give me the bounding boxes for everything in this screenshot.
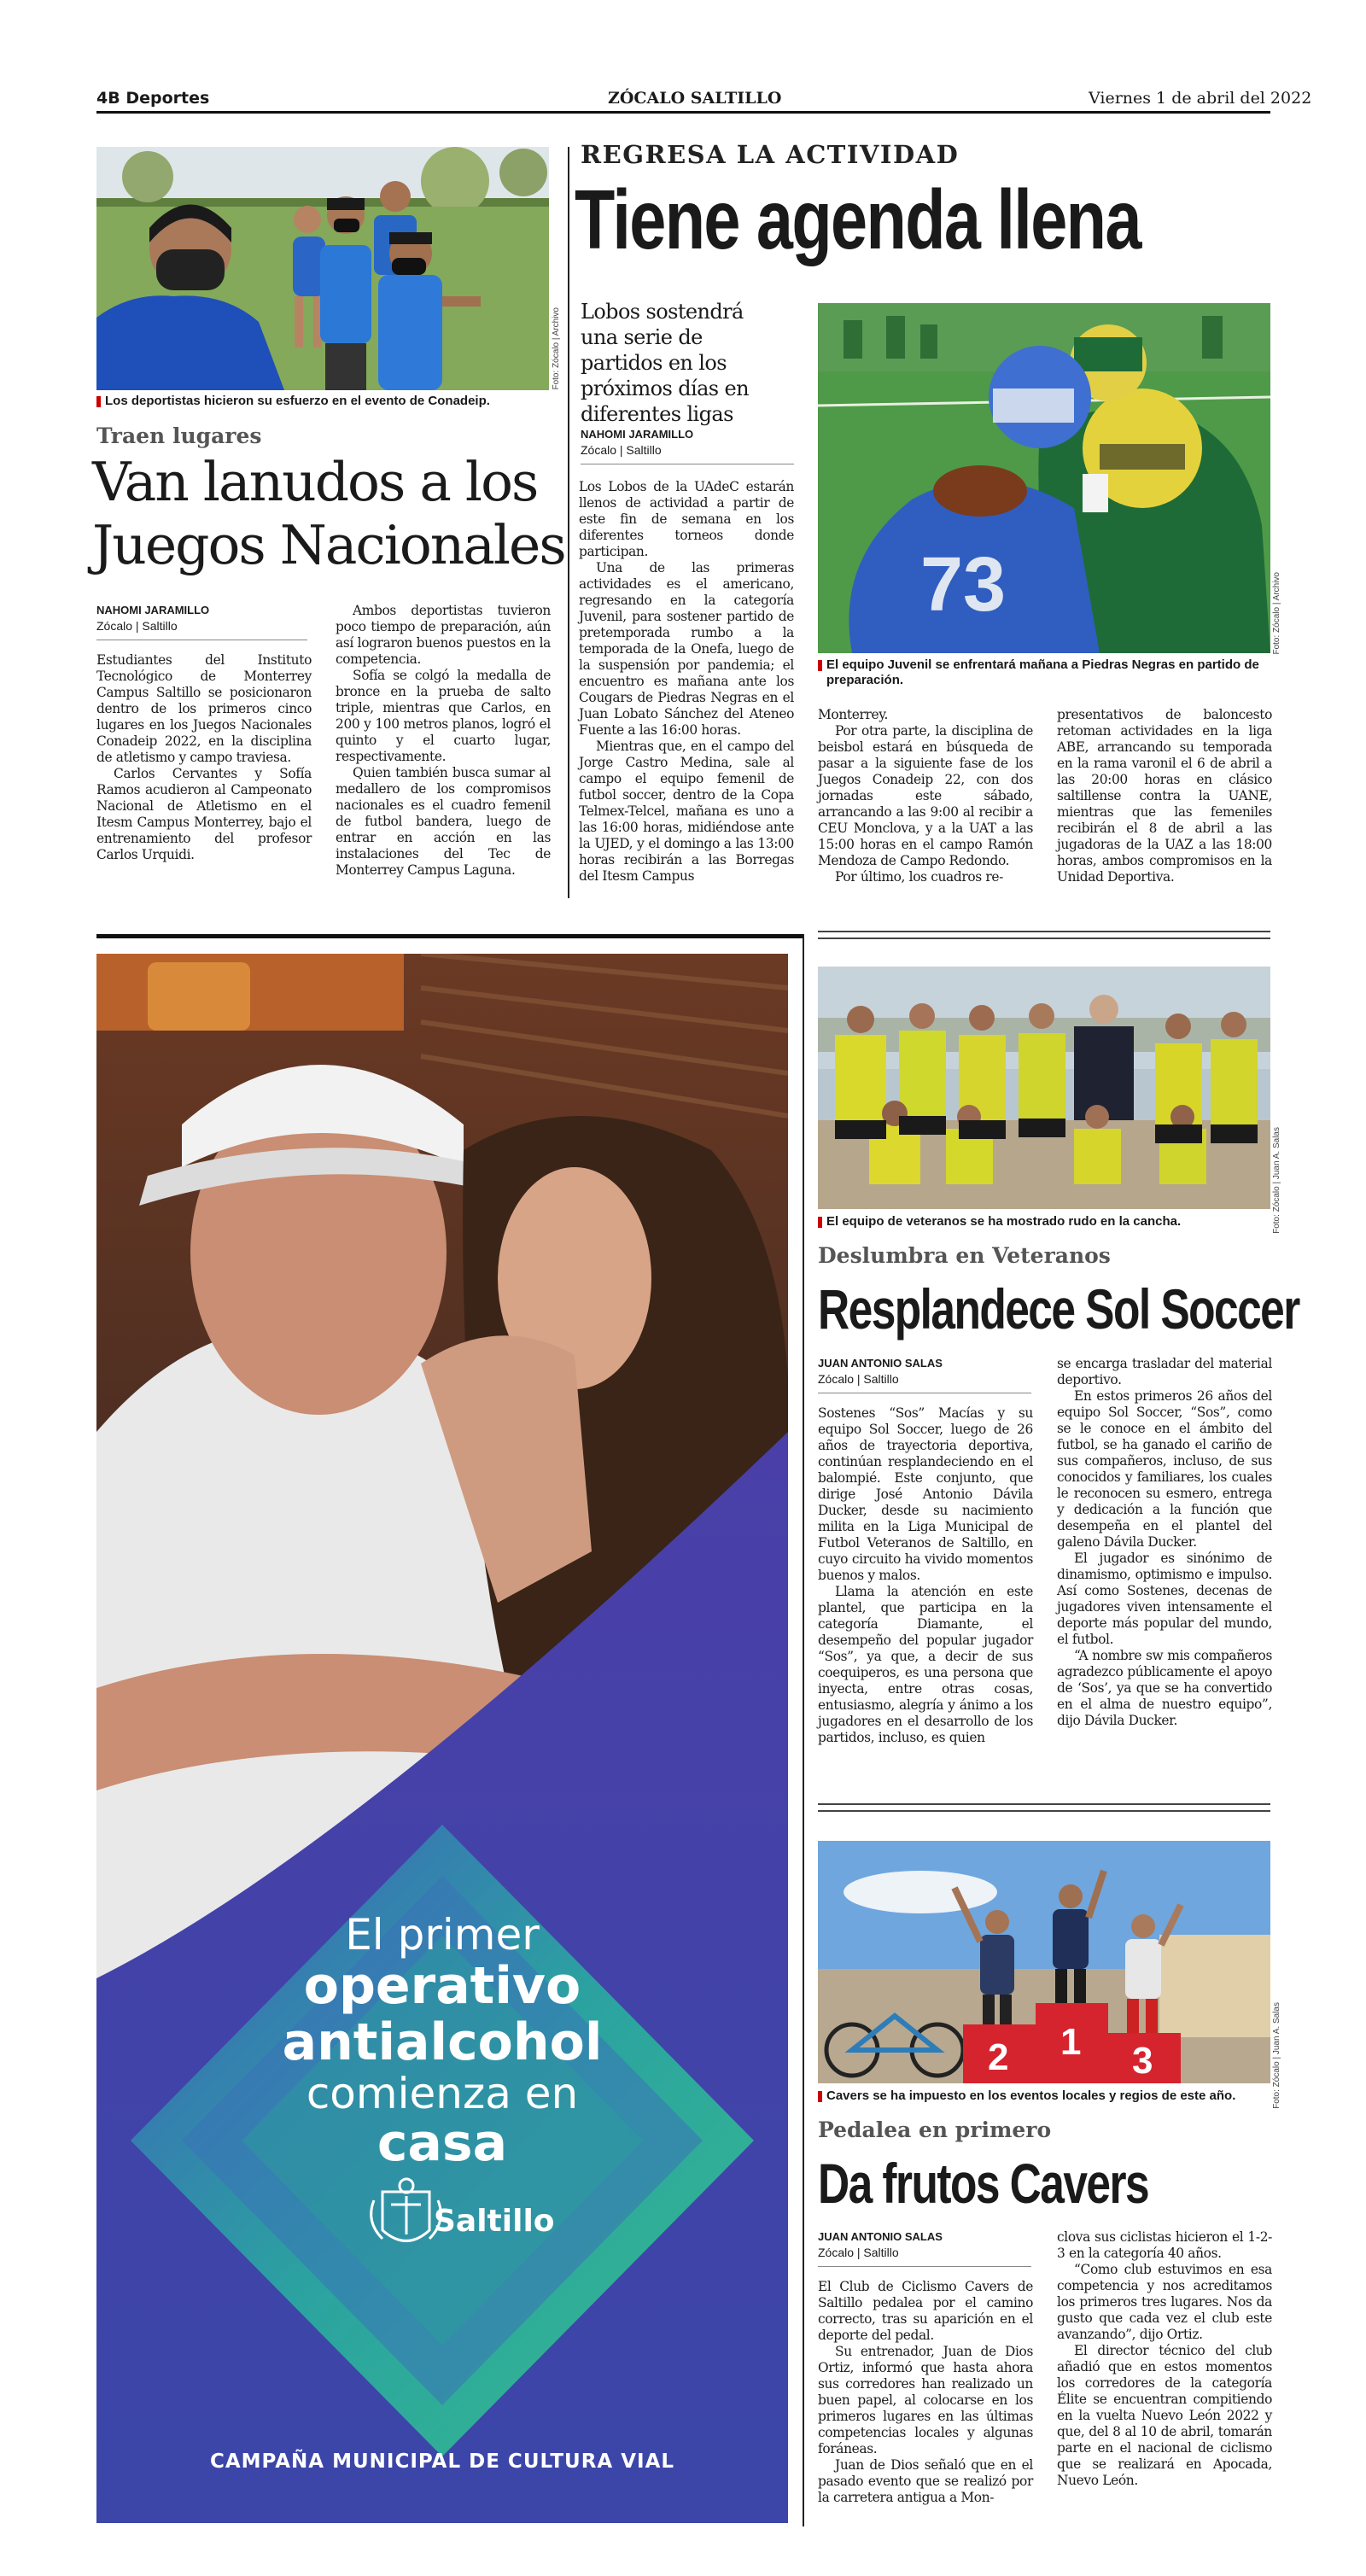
photo-caption: Los deportistas hicieron su esfuerzo en el evento de Conadeip. xyxy=(96,394,557,409)
page-section-label: 4B Deportes xyxy=(96,89,210,108)
article-paragraph: Una de las primeras actividades es el americano, regresando en la categoría Juvenil, para sostener partido de pretemporada rumbo a la temporada de la Onefa, luego de la suspensión por pandemia; el encuentro es mañana ante los Cougars de Piedras Negras en el Juan Lobato Sánchez del Ateneo Fuente a las 16:00 horas. xyxy=(579,560,794,738)
column-divider xyxy=(568,147,569,898)
author-name: NAHOMI JARAMILLO xyxy=(581,428,694,441)
article-paragraph: presentativos de baloncesto retoman actividades en la liga ABE, arrancando su temporada en la rama varonil el 6 de abril a las 20:00 horas en clásico saltillense contra la UANE, mientras que las femeniles recibirán el 8 de abril a las jugadoras de la UAZ a las 18:00 horas, ambos compromisos en la Unidad Deportiva. xyxy=(1057,707,1272,885)
story-byline xyxy=(818,1356,943,1387)
top-rule xyxy=(96,111,1270,114)
author-outlet: Zócalo | Saltillo xyxy=(96,619,178,633)
column-divider xyxy=(803,934,804,2526)
article-column-2 xyxy=(818,707,1033,885)
author-outlet: Zócalo | Saltillo xyxy=(818,2246,899,2259)
author-name: NAHOMI JARAMILLO xyxy=(96,604,210,616)
article-paragraph: Sostenes “Sos” Macías y su equipo Sol Soccer, luego de 26 años de trayectoria deportiva, continúan resplandeciendo en el balompié. Este conjunto, que dirige José Antonio Dávila Ducker, desde su nacimiento milita en la Liga Municipal de Futbol Veteranos de Saltillo, en cuyo circuito ha vivido momentos buenos y malos. xyxy=(818,1405,1033,1583)
football-photo xyxy=(818,303,1270,653)
section-rule xyxy=(818,938,1270,939)
article-column-1 xyxy=(818,1405,1033,1746)
ad-brand: Saltillo xyxy=(434,2204,555,2239)
headline-line-2: Juegos Nacionales xyxy=(92,514,565,576)
article-column-1 xyxy=(579,479,794,885)
article-paragraph: Estudiantes del Instituto Tecnológico de Monterrey Campus Saltillo se posicionaron dentro de los primeros cinco lugares en los Juegos Nacionales Conadeip 2022, en la disciplina de atletismo y campo traviesa. xyxy=(96,652,312,765)
story-kicker: Deslumbra en Veteranos xyxy=(818,1243,1111,1268)
story-headline: Resplandece Sol Soccer xyxy=(818,1277,1299,1341)
article-column-1 xyxy=(96,652,312,863)
photo-caption: Cavers se ha impuesto en los eventos locales y regios de este año. xyxy=(818,2088,1270,2104)
article-column-2 xyxy=(1057,1356,1272,1729)
podium-number-2: 2 xyxy=(988,2036,1009,2078)
byline-rule xyxy=(818,2266,1031,2267)
story-kicker: Pedalea en primero xyxy=(818,2117,1052,2142)
section-rule xyxy=(818,1803,1270,1805)
article-paragraph: Monterrey. xyxy=(818,707,889,722)
ad-line: antialcohol xyxy=(282,2012,603,2072)
author-name: JUAN ANTONIO SALAS xyxy=(818,2230,943,2243)
article-column-1 xyxy=(818,2279,1033,2506)
story-headline: Tiene agenda llena xyxy=(575,172,1141,266)
photo-credit: Foto: Zócalo | Archivo xyxy=(1272,572,1281,655)
headline-line-1: Van lanudos a los xyxy=(92,451,538,513)
article-paragraph: Sofía se colgó la medalla de bronce en la prueba de salto triple, mientras que Carlos, en 200 y 100 metros planos, logró el quinto y el cuarto lugar, respectivamente. xyxy=(336,668,551,764)
campaign-ad xyxy=(96,954,788,2523)
story-headline: Da frutos Cavers xyxy=(818,2152,1149,2215)
article-paragraph: Su entrenador, Juan de Dios Ortiz, informó que hasta ahora sus corredores han realizado un buen papel, al colocarse en los primeros lugares en las últimas competencias locales y algunas foráneas. xyxy=(818,2344,1033,2456)
story-kicker: Traen lugares xyxy=(96,423,262,448)
article-column-3 xyxy=(1057,707,1272,885)
photo-credit: Foto: Zócalo | Juan A. Salas xyxy=(1272,2002,1281,2109)
article-paragraph: clova sus ciclistas hicieron el 1-2-3 en la categoría 40 años. xyxy=(1057,2229,1272,2261)
section-rule xyxy=(818,931,1270,932)
author-outlet: Zócalo | Saltillo xyxy=(818,1372,899,1386)
story-byline xyxy=(818,2229,943,2260)
section-rule xyxy=(96,934,803,938)
article-paragraph: Quien también busca sumar al medallero de los compromisos nacionales es el cuadro femenil de futbol bandera, luego de entrar en acción en las instalaciones del Tec de Monterrey Campus Laguna. xyxy=(336,765,551,878)
ad-line: comienza en xyxy=(306,2069,579,2118)
svg-text:73: 73 xyxy=(920,542,1007,628)
article-column-2 xyxy=(336,603,551,879)
photo-credit: Foto: Zócalo | Archivo xyxy=(552,307,561,390)
article-paragraph: “A nombre sw mis compañeros agradezco públicamente el apoyo de ‘Sos’, ya que se ha convertido en el alma de nuestro equipo”, dijo Dávila Ducker. xyxy=(1057,1648,1272,1728)
article-paragraph: El director técnico del club añadió que en estos momentos los corredores de la categoría Élite se encuentran compitiendo en la vuelta Nuevo León 2022 y que, del 8 al 10 de abril, tomarán parte en el nacional de ciclismo que se realizará en Apocada, Nuevo León. xyxy=(1057,2343,1272,2488)
author-outlet: Zócalo | Saltillo xyxy=(581,443,662,457)
article-paragraph: se encarga trasladar del material deportivo. xyxy=(1057,1356,1272,1387)
podium-number-3: 3 xyxy=(1132,2040,1153,2082)
article-paragraph: Por otra parte, la disciplina de beisbol estará en búsqueda de pasar a la siguiente fase de los Juegos Conadeip 22, con dos jornadas este sábado, arrancando a las 9:00 al recibir a CEU Monclova, y a la UAT a las 15:00 horas en el campo Ramón Mendoza de Campo Redondo. xyxy=(818,723,1033,868)
story-byline xyxy=(96,603,209,634)
publication-date: Viernes 1 de abril del 2022 xyxy=(1089,89,1312,108)
article-paragraph: En estos primeros 26 años del equipo Sol Soccer, “Sos”, como se le conoce en el ámbito del futbol, se ha ganado el cariño de sus compañeros, incluso, de sus conocidos y familiares, los cuales le reconocen su esmero, entrega y dedicación a la función que desempeña en el plantel del galeno Dávila Ducker. xyxy=(1057,1388,1272,1550)
ad-footer: CAMPAÑA MUNICIPAL DE CULTURA VIAL xyxy=(209,2450,675,2473)
podium-number-1: 1 xyxy=(1060,2021,1082,2063)
ad-headline xyxy=(96,1910,788,2173)
photo-credit: Foto: Zócalo | Juan A. Salas xyxy=(1272,1127,1281,1234)
story-kicker: REGRESA LA ACTIVIDAD xyxy=(581,140,960,169)
article-paragraph: Juan de Dios señaló que en el pasado evento que se realizó por la carretera antigua a Mon- xyxy=(818,2457,1033,2505)
article-paragraph: Carlos Cervantes y Sofía Ramos acudieron al Campeonato Nacional de Atletismo en el Itesm Campus Monterrey, bajo el entrenamiento del profesor Carlos Urquidi. xyxy=(96,766,312,862)
article-column-2 xyxy=(1057,2229,1272,2489)
story-deck: Lobos sostendrá una serie de partidos en los próximos días en diferentes ligas xyxy=(581,300,750,426)
author-name: JUAN ANTONIO SALAS xyxy=(818,1357,943,1370)
ad-line: El primer xyxy=(345,1910,540,1960)
article-paragraph: Ambos deportistas tuvieron poco tiempo de preparación, aún así lograron buenos puestos en la competencia. xyxy=(336,603,551,667)
ad-line: casa xyxy=(377,2113,508,2173)
ad-line: operativo xyxy=(303,1956,581,2016)
article-paragraph: “Como club estuvimos en esa competencia y nos acreditamos los primeros tres lugares. Nos da gusto que cada vez el club este avanzando”, dijo Ortiz. xyxy=(1057,2262,1272,2342)
photo-caption: El equipo de veteranos se ha mostrado rudo en la cancha. xyxy=(818,1214,1270,1230)
cyclists-podium-photo xyxy=(818,1841,1270,2083)
athletes-photo xyxy=(96,147,549,390)
photo-caption: El equipo Juvenil se enfrentará mañana a Piedras Negras en partido de preparación. xyxy=(818,657,1270,688)
section-rule xyxy=(818,1810,1270,1812)
newspaper-name: ZÓCALO SALTILLO xyxy=(608,89,782,108)
article-paragraph: Llama la atención en este plantel, que participa en la categoría Diamante, el desempeño del popular jugador “Sos”, ya que, a decir de sus coequiperos, es una persona que inyecta, entre otras cosas, entusiasmo, alegría y ánimo a los jugadores en el desarrollo de los partidos, incluso, es quien xyxy=(818,1584,1033,1745)
article-paragraph: El jugador es sinónimo de dinamismo, optimismo e impulso. Así como Sostenes, decenas de jugadores viven intensamente el deporte más popular del mundo, el futbol. xyxy=(1057,1551,1272,1647)
article-paragraph: Mientras que, en el campo del Jorge Castro Medina, sale al campo el equipo femenil de futbol soccer, dentro de la Copa Telmex-Telcel, mañana es uno a las 16:00 horas, midiéndose ante la UJED, y el domingo a las 13:00 horas recibirán a las Borregas del Itesm Campus xyxy=(579,739,794,884)
article-paragraph: Por último, los cuadros re- xyxy=(835,869,1004,885)
story-headline xyxy=(92,451,570,577)
story-byline xyxy=(581,427,693,458)
article-paragraph: El Club de Ciclismo Cavers de Saltillo pedalea por el camino correcto, tras su aparición en el deporte del pedal. xyxy=(818,2279,1033,2343)
article-paragraph: Los Lobos de la UAdeC estarán llenos de actividad a partir de este fin de semana en los diferentes torneos donde participan. xyxy=(579,479,794,559)
veterans-team-photo xyxy=(818,967,1270,1209)
